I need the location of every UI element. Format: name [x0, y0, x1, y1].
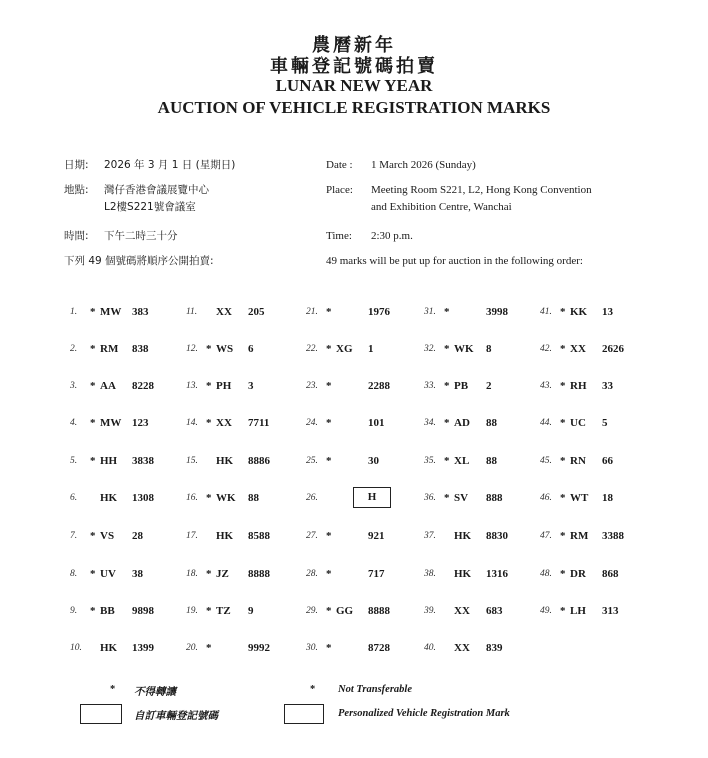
mark-entry [70, 378, 186, 394]
mark-entry [70, 640, 186, 656]
mark-prefix: XX [570, 343, 586, 355]
not-transferable-star: * [444, 492, 450, 504]
title-chinese-line-1: 農曆新年 [312, 35, 396, 56]
mark-number: 42. [540, 344, 552, 354]
mark-digits: 8886 [248, 455, 270, 467]
mark-digits: 9 [248, 605, 254, 617]
not-transferable-star: * [444, 417, 450, 429]
mark-entry [186, 640, 302, 656]
mark-prefix: XX [216, 417, 232, 429]
not-transferable-star: * [560, 417, 566, 429]
not-transferable-star: * [326, 306, 332, 318]
mark-digits: 88 [486, 417, 497, 429]
mark-entry [186, 415, 302, 431]
mark-prefix: PB [454, 380, 469, 392]
mark-prefix: XL [454, 455, 470, 467]
mark-number: 47. [540, 531, 552, 541]
mark-digits: 8 [486, 343, 492, 355]
not-transferable-star: * [560, 343, 566, 355]
title-chinese-line-2: 車輛登記號碼拍賣 [270, 56, 438, 77]
place-value-zh-line-2: L2樓S221號會議室 [104, 201, 196, 213]
personalized-mark-box: H [353, 487, 391, 508]
mark-number: 33. [424, 381, 436, 391]
mark-digits: 683 [486, 605, 503, 617]
intro-zh: 下列 49 個號碼將順序公開拍賣: [64, 255, 214, 267]
mark-entry [540, 490, 656, 506]
mark-prefix: RH [570, 380, 587, 392]
mark-entry [540, 304, 656, 320]
mark-number: 10. [70, 643, 82, 653]
mark-number: 30. [306, 643, 318, 653]
legend-star-symbol-zh: * [110, 684, 116, 695]
mark-prefix: KK [570, 306, 588, 318]
mark-entry [540, 341, 656, 357]
mark-prefix: HK [216, 530, 234, 542]
mark-prefix: MW [100, 417, 122, 429]
mark-digits: 3838 [132, 455, 154, 467]
mark-number: 15. [186, 456, 198, 466]
mark-entry [424, 453, 540, 469]
mark-digits: 1976 [368, 306, 390, 318]
mark-number: 46. [540, 493, 552, 503]
mark-digits: 8588 [248, 530, 270, 542]
mark-entry [70, 603, 186, 619]
mark-entry [424, 490, 540, 506]
not-transferable-star: * [206, 568, 212, 580]
mark-number: 29. [306, 606, 318, 616]
not-transferable-star: * [206, 380, 212, 392]
place-label-en: Place: [326, 184, 353, 196]
mark-prefix: WS [216, 343, 234, 355]
not-transferable-star: * [560, 455, 566, 467]
mark-entry [186, 378, 302, 394]
not-transferable-star: * [444, 380, 450, 392]
mark-number: 45. [540, 456, 552, 466]
mark-digits: 3388 [602, 530, 624, 542]
mark-digits: 5 [602, 417, 608, 429]
mark-number: 31. [424, 307, 436, 317]
mark-prefix: PH [216, 380, 232, 392]
mark-digits: 205 [248, 306, 265, 318]
mark-number: 40. [424, 643, 436, 653]
mark-prefix: HH [100, 455, 118, 467]
mark-prefix: HK [216, 455, 234, 467]
mark-digits: 839 [486, 642, 503, 654]
mark-entry [186, 566, 302, 582]
mark-number: 14. [186, 418, 198, 428]
mark-digits: 9898 [132, 605, 154, 617]
not-transferable-star: * [206, 605, 212, 617]
mark-entry [306, 304, 422, 320]
mark-prefix: JZ [216, 568, 229, 580]
mark-number: 1. [70, 307, 78, 317]
date-value-zh: 2026 年 3 月 1 日 (星期日) [104, 159, 236, 171]
place-value-en-line-1: Meeting Room S221, L2, Hong Kong Convention [371, 184, 592, 196]
mark-prefix: XX [454, 642, 470, 654]
mark-entry [70, 566, 186, 582]
mark-number: 35. [424, 456, 436, 466]
mark-number: 7. [70, 531, 78, 541]
mark-entry [186, 603, 302, 619]
not-transferable-star: * [90, 417, 96, 429]
mark-digits: 888 [486, 492, 503, 504]
not-transferable-star: * [90, 605, 96, 617]
legend-box-en [284, 704, 324, 724]
mark-number: 49. [540, 606, 552, 616]
mark-prefix: RM [570, 530, 589, 542]
mark-entry [70, 341, 186, 357]
mark-entry [306, 640, 422, 656]
not-transferable-star: * [444, 306, 450, 318]
not-transferable-star: * [326, 530, 332, 542]
mark-number: 3. [70, 381, 78, 391]
mark-digits: 8228 [132, 380, 154, 392]
mark-digits: 1308 [132, 492, 154, 504]
mark-entry [424, 378, 540, 394]
mark-digits: 8888 [368, 605, 390, 617]
mark-entry [424, 566, 540, 582]
mark-number: 21. [306, 307, 318, 317]
not-transferable-star: * [206, 417, 212, 429]
mark-prefix: VS [100, 530, 115, 542]
mark-entry [70, 415, 186, 431]
mark-number: 17. [186, 531, 198, 541]
title-english-line-2: AUCTION OF VEHICLE REGISTRATION MARKS [157, 98, 551, 117]
not-transferable-star: * [90, 380, 96, 392]
mark-digits: 1399 [132, 642, 154, 654]
mark-digits: 1316 [486, 568, 508, 580]
mark-prefix: GG [336, 605, 354, 617]
mark-entry [540, 415, 656, 431]
mark-prefix: WK [216, 492, 236, 504]
mark-number: 39. [424, 606, 436, 616]
mark-entry [306, 415, 422, 431]
legend-box-zh [80, 704, 122, 724]
not-transferable-star: * [90, 343, 96, 355]
mark-digits: 88 [248, 492, 259, 504]
mark-number: 44. [540, 418, 552, 428]
mark-prefix: AD [454, 417, 470, 429]
not-transferable-star: * [206, 642, 212, 654]
mark-number: 24. [306, 418, 318, 428]
date-label-en: Date : [326, 159, 353, 171]
mark-number: 18. [186, 569, 198, 579]
mark-number: 34. [424, 418, 436, 428]
mark-digits: 123 [132, 417, 149, 429]
mark-digits: 313 [602, 605, 619, 617]
mark-prefix: WK [454, 343, 474, 355]
mark-digits: 8728 [368, 642, 390, 654]
not-transferable-star: * [560, 306, 566, 318]
mark-prefix: MW [100, 306, 122, 318]
mark-number: 26. [306, 493, 318, 503]
mark-number: 36. [424, 493, 436, 503]
legend-not-transferable-en: Not Transferable [338, 684, 412, 695]
mark-entry [424, 304, 540, 320]
legend-personalized-en: Personalized Vehicle Registration Mark [338, 708, 510, 719]
time-label-zh: 時間: [64, 230, 89, 242]
legend-not-transferable-zh: 不得轉讓 [134, 686, 176, 698]
mark-entry [186, 304, 302, 320]
mark-digits: 838 [132, 343, 149, 355]
mark-entry [186, 490, 302, 506]
place-value-en-line-2: and Exhibition Centre, Wanchai [371, 201, 512, 213]
mark-number: 12. [186, 344, 198, 354]
time-value-zh: 下午二時三十分 [104, 230, 178, 242]
mark-digits: 9992 [248, 642, 270, 654]
mark-number: 28. [306, 569, 318, 579]
mark-prefix: AA [100, 380, 116, 392]
not-transferable-star: * [326, 605, 332, 617]
mark-prefix: HK [454, 568, 472, 580]
not-transferable-star: * [90, 455, 96, 467]
mark-entry [540, 566, 656, 582]
mark-digits: 101 [368, 417, 385, 429]
mark-number: 48. [540, 569, 552, 579]
mark-number: 2. [70, 344, 78, 354]
mark-number: 32. [424, 344, 436, 354]
time-label-en: Time: [326, 230, 352, 242]
mark-number: 23. [306, 381, 318, 391]
mark-entry [186, 528, 302, 544]
intro-en: 49 marks will be put up for auction in the following order: [326, 255, 583, 267]
time-value-en: 2:30 p.m. [371, 230, 413, 242]
mark-entry [306, 603, 422, 619]
mark-digits: 2626 [602, 343, 624, 355]
mark-prefix: DR [570, 568, 586, 580]
mark-digits: 868 [602, 568, 619, 580]
not-transferable-star: * [326, 343, 332, 355]
mark-prefix: RM [100, 343, 119, 355]
mark-number: 25. [306, 456, 318, 466]
mark-prefix: SV [454, 492, 469, 504]
mark-number: 22. [306, 344, 318, 354]
mark-digits: 66 [602, 455, 613, 467]
mark-number: 11. [186, 307, 198, 317]
not-transferable-star: * [326, 455, 332, 467]
not-transferable-star: * [560, 605, 566, 617]
mark-number: 8. [70, 569, 78, 579]
not-transferable-star: * [326, 642, 332, 654]
not-transferable-star: * [90, 306, 96, 318]
mark-entry [306, 566, 422, 582]
mark-number: 4. [70, 418, 78, 428]
mark-entry [306, 528, 422, 544]
not-transferable-star: * [560, 492, 566, 504]
mark-entry [540, 378, 656, 394]
place-value-zh-line-1: 灣仔香港會議展覽中心 [104, 184, 209, 196]
mark-entry [540, 603, 656, 619]
mark-digits: 8888 [248, 568, 270, 580]
mark-entry [424, 603, 540, 619]
mark-number: 9. [70, 606, 78, 616]
mark-digits: 8830 [486, 530, 508, 542]
mark-entry [306, 341, 422, 357]
mark-digits: 13 [602, 306, 613, 318]
mark-digits: 2 [486, 380, 492, 392]
legend-star-symbol-en: * [310, 684, 316, 695]
mark-prefix: XG [336, 343, 353, 355]
mark-digits: 38 [132, 568, 143, 580]
mark-entry [306, 453, 422, 469]
not-transferable-star: * [560, 568, 566, 580]
mark-digits: 88 [486, 455, 497, 467]
mark-number: 13. [186, 381, 198, 391]
not-transferable-star: * [326, 380, 332, 392]
mark-entry [70, 304, 186, 320]
mark-digits: 1 [368, 343, 374, 355]
mark-entry [70, 528, 186, 544]
mark-prefix: XX [454, 605, 470, 617]
mark-entry [424, 341, 540, 357]
mark-number: 20. [186, 643, 198, 653]
mark-prefix: UC [570, 417, 586, 429]
mark-entry [540, 528, 656, 544]
not-transferable-star: * [206, 343, 212, 355]
not-transferable-star: * [560, 380, 566, 392]
mark-digits: 6 [248, 343, 254, 355]
not-transferable-star: * [90, 568, 96, 580]
date-label-zh: 日期: [64, 159, 89, 171]
mark-digits: 383 [132, 306, 149, 318]
legend-personalized-zh: 自訂車輛登記號碼 [134, 710, 218, 722]
mark-number: 5. [70, 456, 78, 466]
mark-digits: 921 [368, 530, 385, 542]
mark-prefix: XX [216, 306, 232, 318]
not-transferable-star: * [444, 343, 450, 355]
mark-prefix: HK [100, 492, 118, 504]
mark-digits: 3 [248, 380, 254, 392]
mark-number: 16. [186, 493, 198, 503]
mark-digits: 18 [602, 492, 613, 504]
mark-number: 43. [540, 381, 552, 391]
not-transferable-star: * [444, 455, 450, 467]
mark-digits: 28 [132, 530, 143, 542]
place-label-zh: 地點: [64, 184, 89, 196]
mark-prefix: HK [100, 642, 118, 654]
not-transferable-star: * [560, 530, 566, 542]
mark-prefix: HK [454, 530, 472, 542]
mark-prefix: RN [570, 455, 586, 467]
mark-prefix: LH [570, 605, 586, 617]
mark-prefix: TZ [216, 605, 231, 617]
mark-digits: 2288 [368, 380, 390, 392]
mark-entry [70, 453, 186, 469]
mark-number: 27. [306, 531, 318, 541]
mark-entry [70, 490, 186, 506]
mark-prefix: BB [100, 605, 115, 617]
not-transferable-star: * [326, 417, 332, 429]
mark-digits: 30 [368, 455, 379, 467]
mark-entry [540, 453, 656, 469]
mark-digits: 7711 [248, 417, 270, 429]
mark-entry [306, 378, 422, 394]
mark-digits: 3998 [486, 306, 508, 318]
title-english-line-1: LUNAR NEW YEAR [275, 76, 433, 95]
mark-digits: 33 [602, 380, 613, 392]
date-value-en: 1 March 2026 (Sunday) [371, 159, 476, 171]
mark-number: 41. [540, 307, 552, 317]
mark-entry [424, 640, 540, 656]
mark-entry [424, 415, 540, 431]
mark-number: 6. [70, 493, 78, 503]
mark-number: 37. [424, 531, 436, 541]
mark-prefix: UV [100, 568, 116, 580]
not-transferable-star: * [90, 530, 96, 542]
mark-prefix: WT [570, 492, 589, 504]
not-transferable-star: * [326, 568, 332, 580]
mark-digits: 717 [368, 568, 385, 580]
mark-entry [186, 453, 302, 469]
mark-number: 38. [424, 569, 436, 579]
mark-number: 19. [186, 606, 198, 616]
mark-entry [424, 528, 540, 544]
mark-entry [186, 341, 302, 357]
not-transferable-star: * [206, 492, 212, 504]
